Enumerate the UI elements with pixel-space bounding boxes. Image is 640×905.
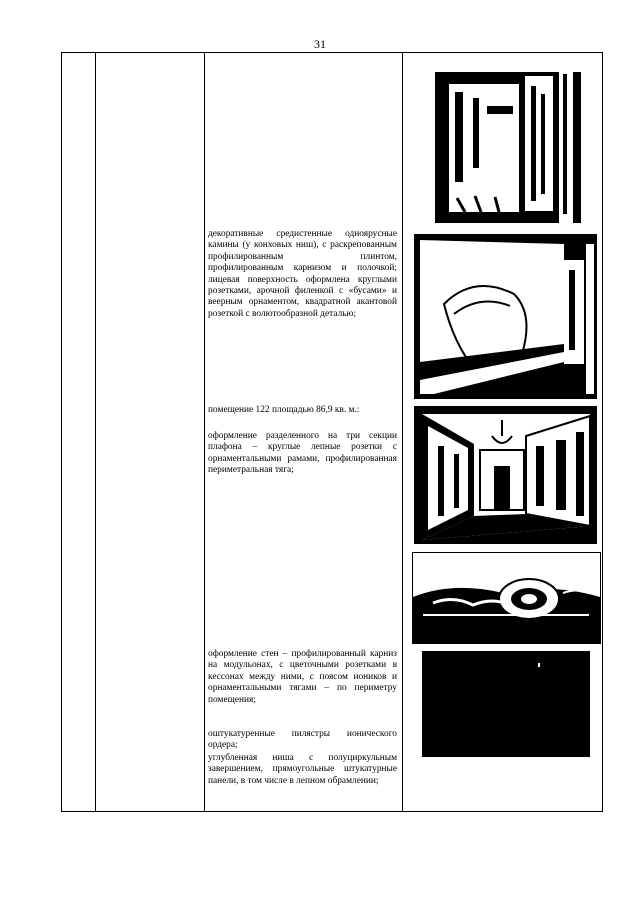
- walls-description: оформление стен – профилированный карниз на модульонах, с цветочными розетками в кессонах между ними, с поясом иоников и орнаментальными тягами – по периметру помещения;: [208, 649, 397, 705]
- photo-interior-corner: [435, 66, 581, 223]
- column-divider-1: [95, 53, 96, 811]
- column-divider-3: [402, 53, 403, 811]
- photo-fireplace-niche: [414, 234, 597, 399]
- niche-description: углубленная ниша с полуциркульным завершением, прямоугольные штукатурные панели, в том числе в лепном обрамлении;: [208, 753, 397, 786]
- ceiling-description: оформление разделенного на три секции плафона – круглые лепные розетки с орнаментальными рамами, профилированная периметральная тяга;: [208, 431, 397, 476]
- photo-hall-chandelier: [414, 406, 597, 544]
- column-divider-2: [204, 53, 205, 811]
- fireplaces-description: декоративные средистенные одноярусные камины (у конховых ниш), с раскрепованным профилированным плинтом, профилированным карнизом и полочкой; лицевая поверхность оформлена круглыми розетками, арочной филенкой с «бусами» и веерным орнаментом, квадратной акантовой розеткой с волютообразной деталью;: [208, 229, 397, 319]
- document-table: [61, 52, 603, 812]
- room-heading: помещение 122 площадью 86,9 кв. м.:: [208, 405, 360, 415]
- photo-ceiling-rosette: [412, 552, 601, 644]
- pilasters-description: оштукатуренные пилястры ионического ордера;: [208, 729, 397, 751]
- page-number: 31: [314, 37, 326, 51]
- photo-dark-wall: [422, 651, 590, 757]
